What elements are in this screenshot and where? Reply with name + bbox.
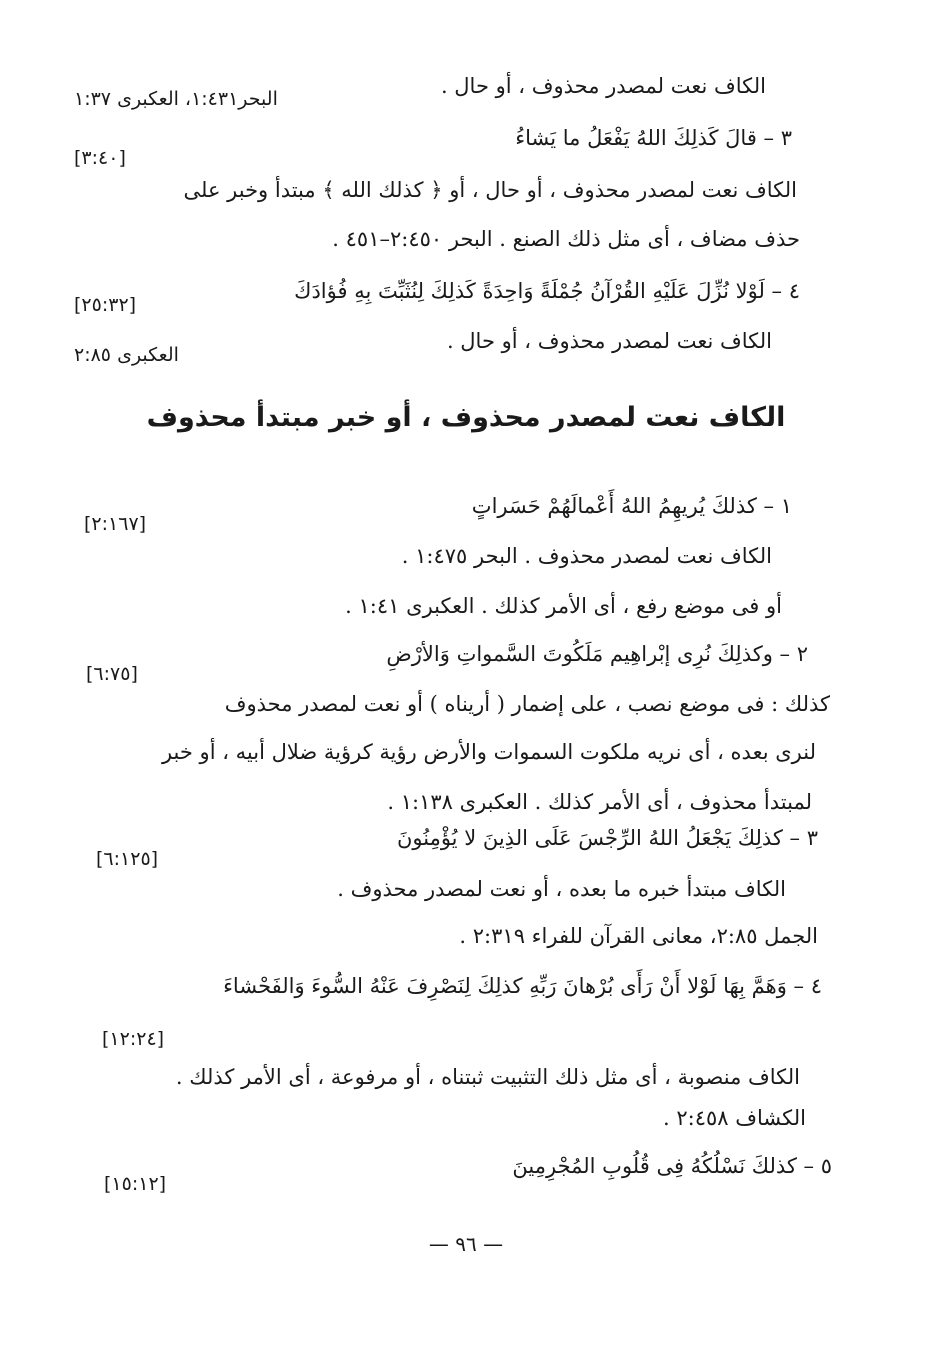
- text-line: ٢ – وكذلِكَ نُرِى إبْراهِيم مَلَكُوتَ السَّمواتِ وَالأرْضِ: [386, 642, 808, 666]
- text-line: الكاف نعت لمصدر محذوف . البحر ١:٤٧٥ .: [401, 544, 772, 568]
- reference-citation: [٦:١٢٥]: [96, 848, 159, 870]
- reference-citation: [١٢:٢٤]: [102, 1028, 165, 1050]
- reference-citation: [٦:٧٥]: [86, 663, 138, 685]
- text-line: الكاف نعت لمصدر محذوف ، أو حال .: [440, 74, 766, 98]
- text-line: الكاف نعت لمصدر محذوف ، أو حال ، أو ﴿ كذلك الله ﴾ مبتدأ وخبر على: [183, 178, 797, 202]
- reference-citation: [٢٥:٣٢]: [74, 294, 137, 316]
- text-line: كذلك : فى موضع نصب ، على إضمار ( أريناه ) أو نعت لمصدر محذوف: [224, 692, 830, 716]
- page-number: — ٩٦ —: [428, 1232, 504, 1256]
- text-line: ٥ – كذلكَ نَسْلُكُهُ فِى قُلُوبِ المُجْرِمِينَ: [512, 1154, 832, 1178]
- reference-citation: العكبرى ٢:٨٥: [74, 344, 179, 366]
- text-line: الكشاف ٢:٤٥٨ .: [663, 1106, 806, 1130]
- reference-citation: [٣:٤٠]: [74, 147, 126, 169]
- text-line: حذف مضاف ، أى مثل ذلك الصنع . البحر ٢:٤٥٠–٤٥١ .: [332, 227, 800, 251]
- reference-citation: البحر١:٤٣١، العكبرى ١:٣٧: [74, 88, 278, 110]
- text-line: ٤ – لَوْلا نُزِّلَ عَلَيْهِ القُرْآنُ جُمْلَةً وَاحِدَةً كَذلِكَ لِنُثَبِّتَ بِهِ فُؤادَكَ: [294, 279, 800, 303]
- text-line: ٣ – كذلِكَ يَجْعَلُ اللهُ الرِّجْسَ عَلَى الذِينَ لا يُؤْمِنُونَ: [396, 826, 818, 850]
- text-line: ٤ – وَهَمَّ بِهَا لَوْلا أَنْ رَأَى بُرْهانَ رَبِّهِ كذلِكَ لِنَصْرِفَ عَنْهُ السُّوءَ وَالفَحْشاءَ: [223, 974, 822, 998]
- text-line: الجمل ٢:٨٥، معانى القرآن للفراء ٢:٣١٩ .: [459, 924, 818, 948]
- text-line: الكاف مبتدأ خبره ما بعده ، أو نعت لمصدر محذوف .: [337, 877, 786, 901]
- text-line: لنرى بعده ، أى نريه ملكوت السموات والأرض رؤية كرؤية ضلال أبيه ، أو خبر: [161, 740, 816, 764]
- section-heading: الكاف نعت لمصدر محذوف ، أو خبر مبتدأ محذوف: [146, 402, 786, 433]
- text-line: ٣ – قالَ كَذلِكَ اللهُ يَفْعَلُ ما يَشاءُ: [515, 126, 792, 150]
- reference-citation: [٢:١٦٧]: [84, 513, 147, 535]
- reference-citation: [١٥:١٢]: [104, 1173, 167, 1195]
- text-line: لمبتدأ محذوف ، أى الأمر كذلك . العكبرى ١:١٣٨ .: [387, 790, 812, 814]
- text-line: الكاف منصوبة ، أى مثل ذلك التثبيت ثبتناه ، أو مرفوعة ، أى الأمر كذلك .: [175, 1065, 800, 1089]
- text-line: ١ – كذلكَ يُريهِمُ اللهُ أَعْمالَهُمْ حَسَراتٍ: [471, 494, 792, 518]
- text-line: أو فى موضع رفع ، أى الأمر كذلك . العكبرى ١:٤١ .: [345, 594, 782, 618]
- text-line: الكاف نعت لمصدر محذوف ، أو حال .: [446, 329, 772, 353]
